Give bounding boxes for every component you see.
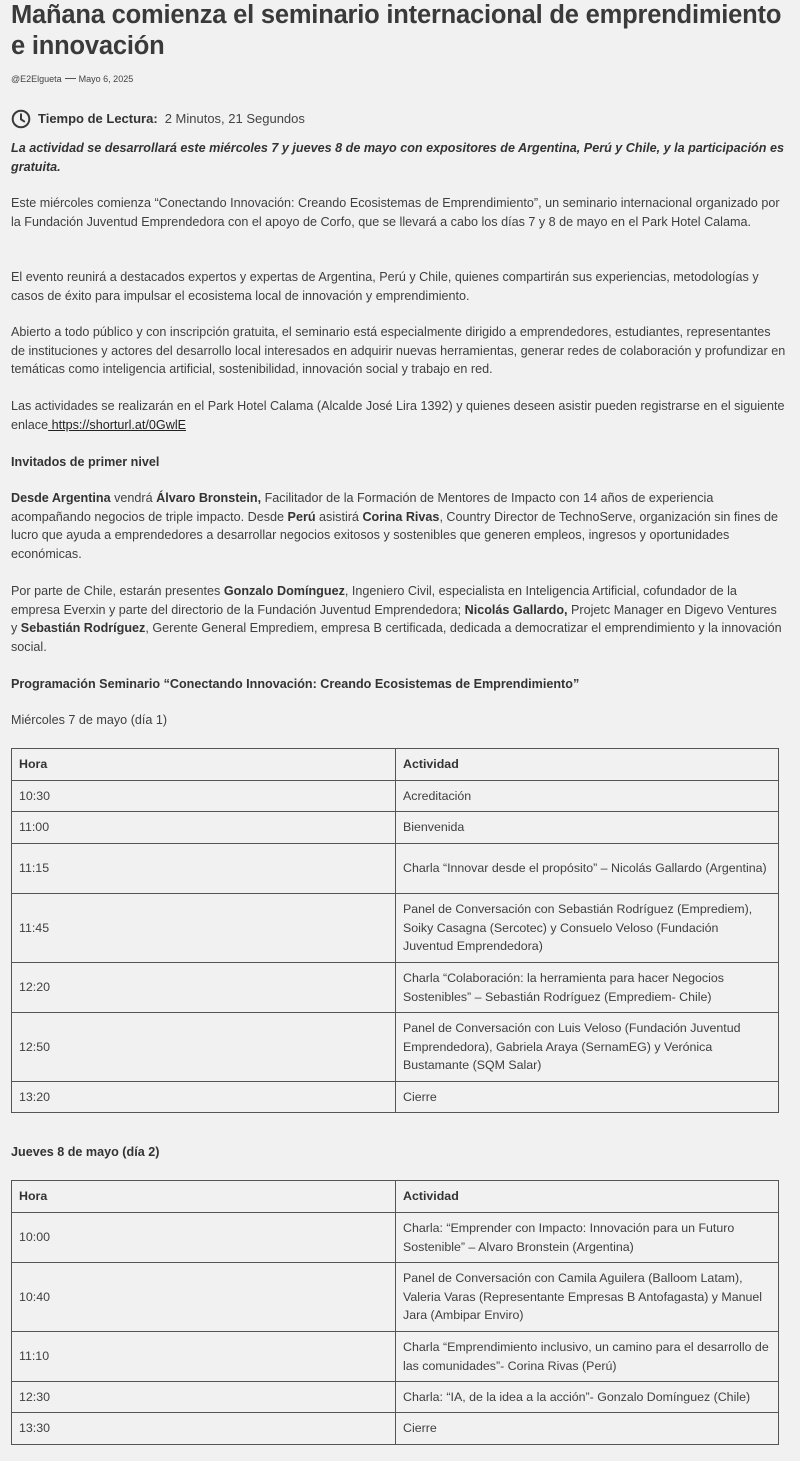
table-row (12, 1263, 779, 1332)
lead-paragraph: La actividad se desarrollará este miércoles 7 y jueves 8 de mayo con expositores de Argentina, Perú y Chile, y la participación es gratuita. (11, 141, 784, 174)
day2-title: Jueves 8 de mayo (día 2) (11, 1145, 160, 1159)
table-row (12, 894, 779, 963)
guest-nicolas-gallardo: Nicolás Gallardo, (464, 602, 568, 617)
table-row (12, 781, 779, 812)
table-row (12, 812, 779, 844)
table-row (12, 1213, 779, 1263)
text-segment: , Country Director de TechnoServe, organización sin fines de lucro que ayuda a emprendedores a desarrollar negocios exitosos y sostenibles que generen empleos, ingresos y oportunidades económicas. (11, 509, 779, 561)
paragraph-3: Abierto a todo público y con inscripción gratuita, el seminario está especialmente dirigido a emprendedores, estudiantes, representantes de instituciones y actores del desarrollo local interesados en adquirir nuevas herramientas, generar redes de colaboración y profundizar en temáticas como inteligencia artificial, sostenibilidad, innovación social y trabajo en red. (11, 325, 786, 376)
cell-actividad: Panel de Conversación con Sebastián Rodríguez (Emprediem), Soiky Casagna (Sercotec) y Consuelo Veloso (Fundación Juventud Emprendedora) (396, 894, 779, 963)
registration-link[interactable]: https://shorturl.at/0GwlE (48, 417, 187, 432)
reading-time-value: 2 Minutos, 21 Segundos (164, 111, 305, 126)
cell-hora: 12:50 (12, 1013, 396, 1082)
table-row (12, 1413, 779, 1445)
page-title: Mañana comienza el seminario internacional de emprendimiento e innovación (11, 1, 782, 60)
paragraph-1: Este miércoles comienza “Conectando Innovación: Creando Ecosistemas de Emprendimiento”, un seminario internacional organizado por la Fundación Juventud Emprendedora con el apoyo de Corfo, que se llevará a cabo los días 7 y 8 de mayo en el Park Hotel Calama. (11, 196, 780, 229)
author-link[interactable]: @E2Elgueta (11, 74, 62, 84)
table-row (12, 963, 779, 1013)
country-argentina: Desde Argentina (11, 491, 111, 505)
header-hora: Hora (12, 1181, 396, 1213)
table-header-row (12, 749, 779, 781)
table-row (12, 1082, 779, 1113)
reading-time-label: Tiempo de Lectura: (38, 111, 158, 126)
table-header-row (12, 1181, 779, 1213)
cell-hora: 10:40 (12, 1263, 396, 1332)
paragraph-guests-chile (11, 582, 786, 656)
cell-hora: 10:30 (12, 781, 396, 812)
publish-date: Mayo 6, 2025 (78, 74, 134, 84)
reading-time (11, 108, 305, 129)
text-segment: Facilitador de la Formación de Mentores de Impacto con 14 años de experiencia acompañando negocios de triple impacto. Desde (11, 491, 714, 524)
cell-actividad: Charla “Colaboración: la herramienta para hacer Negocios Sostenibles” – Sebastián Rodríguez (Emprediem- Chile) (396, 963, 779, 1013)
invitados-heading: Invitados de primer nivel (11, 455, 160, 469)
country-peru: Perú (287, 509, 316, 524)
cell-actividad: Charla “Innovar desde el propósito” – Nicolás Gallardo (Argentina) (396, 844, 779, 894)
header-actividad: Actividad (396, 749, 779, 781)
table-row (12, 1332, 779, 1382)
guest-alvaro-bronstein: Álvaro Bronstein, (156, 491, 262, 505)
cell-actividad: Cierre (396, 1413, 779, 1445)
paragraph-4-text: Las actividades se realizarán en el Park Hotel Calama (Alcalde José Lira 1392) y quienes deseen asistir pueden registrarse en el siguiente enlace (11, 399, 785, 432)
cell-actividad: Panel de Conversación con Camila Aguilera (Balloom Latam), Valeria Varas (Representante Empresas B Antofagasta) y Manuel Jara (Ambipar Enviro) (396, 1263, 779, 1332)
guest-corina-rivas: Corina Rivas (362, 509, 440, 524)
cell-hora: 11:15 (12, 844, 396, 894)
cell-hora: 10:00 (12, 1213, 396, 1263)
cell-hora: 13:30 (12, 1413, 396, 1445)
day1-title: Miércoles 7 de mayo (día 1) (11, 713, 168, 727)
cell-actividad: Charla “Emprendimiento inclusivo, un camino para el desarrollo de las comunidades”- Corina Rivas (Perú) (396, 1332, 779, 1382)
schedule-table-day2 (11, 1180, 779, 1445)
text-segment: vendrá (110, 491, 157, 505)
cell-actividad: Acreditación (396, 781, 779, 812)
paragraph-4 (11, 397, 786, 434)
schedule-table-day1 (11, 748, 779, 1113)
article-meta (11, 74, 133, 84)
header-actividad: Actividad (396, 1181, 779, 1213)
cell-actividad: Bienvenida (396, 812, 779, 844)
paragraph-guests-international (11, 489, 786, 563)
cell-hora: 11:10 (12, 1332, 396, 1382)
paragraph-2: El evento reunirá a destacados expertos y expertas de Argentina, Perú y Chile, quienes compartirán sus experiencias, metodologías y casos de éxito para impulsar el ecosistema local de innovación y emprendimiento. (11, 270, 759, 303)
text-segment: , Ingeniero Civil, especialista en Inteligencia Artificial, cofundador de la empresa Everxin y parte del directorio de la Fundación Juventud Emprendedora; (11, 584, 737, 617)
cell-actividad: Cierre (396, 1082, 779, 1113)
clock-icon (11, 109, 31, 129)
guest-gonzalo-dominguez: Gonzalo Domínguez (223, 584, 345, 598)
table-row (12, 1382, 779, 1413)
text-segment: Projetc Manager en Digevo Ventures y (11, 602, 777, 635)
table-row (12, 844, 779, 894)
meta-separator (65, 78, 76, 79)
cell-actividad: Charla: “IA, de la idea a la acción”- Gonzalo Domínguez (Chile) (396, 1382, 779, 1413)
guest-sebastian-rodriguez: Sebastián Rodríguez (20, 621, 146, 635)
cell-hora: 12:30 (12, 1382, 396, 1413)
cell-actividad: Charla: “Emprender con Impacto: Innovación para un Futuro Sostenible” – Alvaro Bronstein (Argentina) (396, 1213, 779, 1263)
text-segment: Por parte de Chile, estarán presentes (11, 584, 224, 598)
cell-hora: 11:00 (12, 812, 396, 844)
table-row (12, 1013, 779, 1082)
text-segment: , Gerente General Emprediem, empresa B certificada, dedicada a democratizar el emprendimiento y la innovación social. (11, 621, 782, 654)
text-segment: asistirá (315, 509, 363, 524)
header-hora: Hora (12, 749, 396, 781)
cell-hora: 11:45 (12, 894, 396, 963)
cell-hora: 13:20 (12, 1082, 396, 1113)
cell-hora: 12:20 (12, 963, 396, 1013)
cell-actividad: Panel de Conversación con Luis Veloso (Fundación Juventud Emprendedora), Gabriela Araya (SernamEG) y Verónica Bustamante (SQM Salar) (396, 1013, 779, 1082)
programacion-heading: Programación Seminario “Conectando Innovación: Creando Ecosistemas de Emprendimiento” (11, 677, 580, 691)
